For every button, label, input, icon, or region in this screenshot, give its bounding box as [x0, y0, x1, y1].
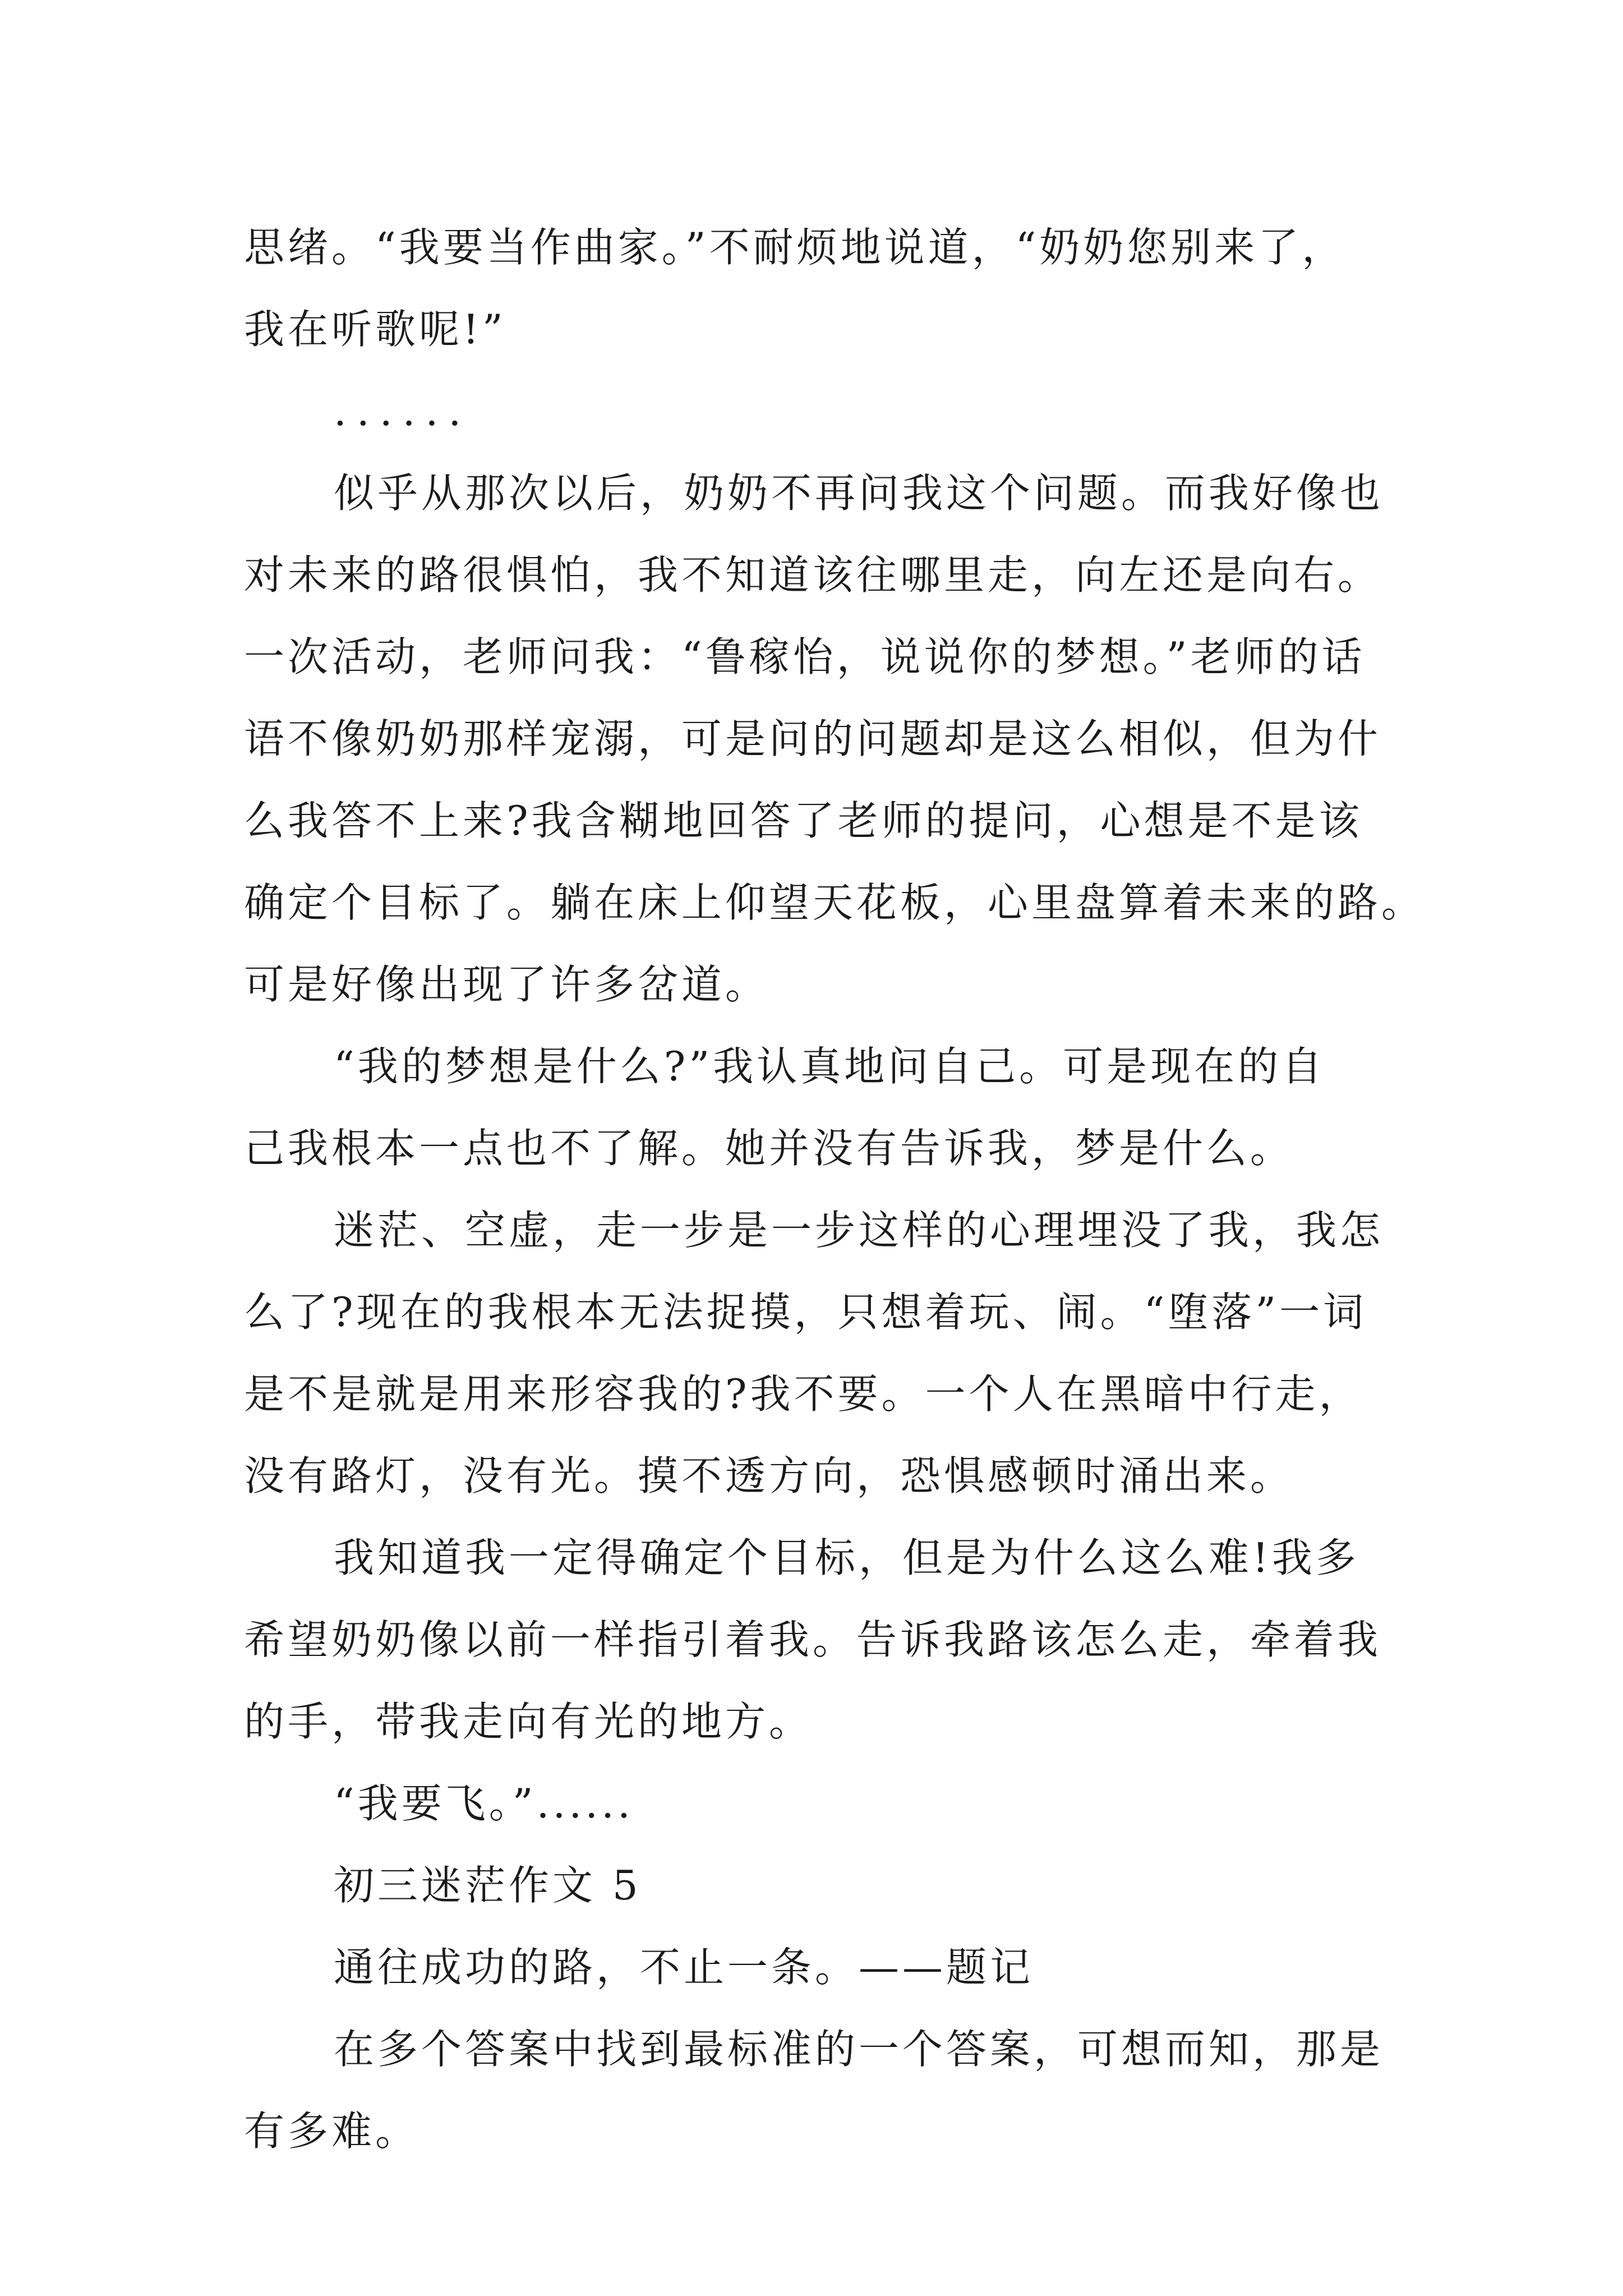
paragraph-start: 我知道我一定得确定个目标，但是为什么这么难!我多	[334, 1534, 1359, 1581]
text-line: 是不是就是用来形容我的?我不要。一个人在黑暗中行走，	[244, 1370, 1363, 1418]
text-line: 思绪。“我要当作曲家。”不耐烦地说道，“奶奶您别来了，	[244, 224, 1346, 271]
paragraph-start: 迷茫、空虚，走一步是一步这样的心理埋没了我，我怎	[334, 1207, 1384, 1254]
text-line: 对未来的路很惧怕，我不知道该往哪里走，向左还是向右。	[244, 551, 1382, 599]
paragraph-start: 似乎从那次以后，奶奶不再问我这个问题。而我好像也	[334, 470, 1384, 517]
paragraph-start: 在多个答案中找到最标准的一个答案，可想而知，那是	[334, 2026, 1384, 2073]
text-line: 可是好像出现了许多岔道。	[244, 961, 769, 1008]
text-line: 有多难。	[244, 2108, 419, 2155]
section-heading: 初三迷茫作文 5	[334, 1862, 642, 1909]
paragraph-start: “我的梦想是什么?”我认真地问自己。可是现在的自	[334, 1043, 1326, 1090]
document-body	[244, 206, 1426, 2172]
text-line: 语不像奶奶那样宠溺，可是问的问题却是这么相似，但为什	[244, 715, 1382, 762]
text-line: 么了?现在的我根本无法捉摸，只想着玩、闹。“堕落”一词	[244, 1289, 1367, 1336]
epigraph: 通往成功的路，不止一条。——题记	[334, 1944, 1034, 1991]
text-line: 一次活动，老师问我：“鲁稼怡，说说你的梦想。”老师的话	[244, 633, 1366, 680]
paragraph-start: “我要飞。”......	[334, 1780, 634, 1827]
text-line: 么我答不上来?我含糊地回答了老师的提问，心想是不是该	[244, 797, 1363, 844]
text-line: 没有路灯，没有光。摸不透方向，恐惧感顿时涌出来。	[244, 1452, 1294, 1499]
text-line: 己我根本一点也不了解。她并没有告诉我，梦是什么。	[244, 1125, 1294, 1172]
text-line: 的手，带我走向有光的地方。	[244, 1698, 813, 1745]
text-line: 希望奶奶像以前一样指引着我。告诉我路该怎么走，牵着我	[244, 1616, 1382, 1663]
text-line: 确定个目标了。躺在床上仰望天花板，心里盘算着未来的路。	[244, 879, 1426, 926]
text-line: 我在听歌呢!”	[244, 306, 506, 353]
ellipsis-line: ......	[334, 388, 472, 435]
